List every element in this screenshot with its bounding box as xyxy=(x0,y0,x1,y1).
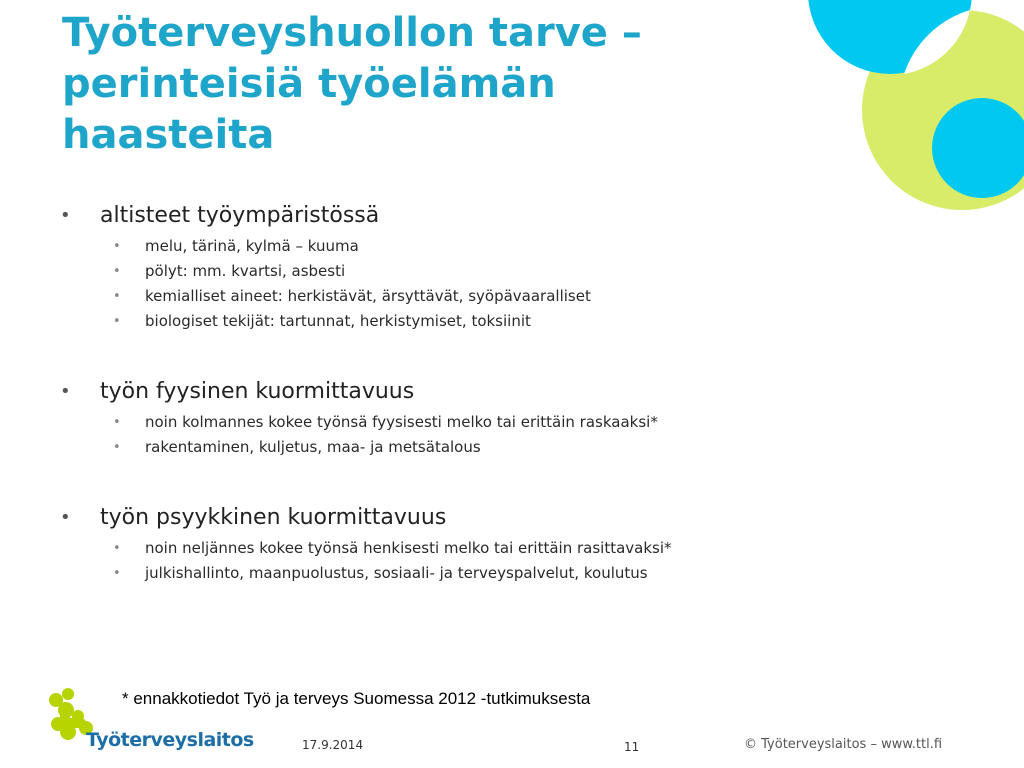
bullet-group-physical-load xyxy=(58,376,858,460)
page-number: 11 xyxy=(624,740,640,754)
decorative-circles xyxy=(784,0,1024,210)
sub-bullet-list xyxy=(58,410,858,460)
copyright-text: © Työterveyslaitos – www.ttl.fi xyxy=(744,737,943,752)
bullet-dot-icon: • xyxy=(60,205,71,226)
bullet-dot-icon: • xyxy=(113,314,121,329)
bullet-heading xyxy=(58,200,858,232)
bullet-heading xyxy=(58,502,858,534)
sub-bullet xyxy=(58,536,858,561)
slide-date: 17.9.2014 xyxy=(302,738,364,752)
sub-bullet-list xyxy=(58,234,858,334)
bullet-dot-icon: • xyxy=(113,415,121,430)
bullet-content xyxy=(58,200,858,628)
bullet-dot-icon: • xyxy=(113,264,121,279)
sub-bullet-text: kemialliset aineet: herkistävät, ärsyttävät, syöpävaaralliset xyxy=(145,287,591,305)
bullet-dot-icon: • xyxy=(113,289,121,304)
bullet-heading-text: altisteet työympäristössä xyxy=(100,203,380,228)
bullet-dot-icon: • xyxy=(60,507,71,528)
sub-bullet-text: julkishallinto, maanpuolustus, sosiaali- ja terveyspalvelut, koulutus xyxy=(145,564,648,582)
sub-bullet xyxy=(58,561,858,586)
bullet-heading-text: työn psyykkinen kuormittavuus xyxy=(100,505,447,530)
title-line-1: Työterveyshuollon tarve – xyxy=(62,10,642,56)
sub-bullet-text: melu, tärinä, kylmä – kuuma xyxy=(145,237,359,255)
sub-bullet-text: pölyt: mm. kvartsi, asbesti xyxy=(145,262,346,280)
sub-bullet xyxy=(58,259,858,284)
bullet-dot-icon: • xyxy=(113,566,121,581)
sub-bullet xyxy=(58,435,858,460)
bullet-group-mental-load xyxy=(58,502,858,586)
bullet-dot-icon: • xyxy=(113,239,121,254)
logo-text: Työterveyslaitos xyxy=(86,729,254,751)
sub-bullet-text: noin neljännes kokee työnsä henkisesti melko tai erittäin rasittavaksi* xyxy=(145,539,672,557)
sub-bullet xyxy=(58,309,858,334)
bullet-heading-text: työn fyysinen kuormittavuus xyxy=(100,379,415,404)
slide-title xyxy=(62,8,762,161)
sub-bullet xyxy=(58,284,858,309)
sub-bullet-text: rakentaminen, kuljetus, maa- ja metsätalous xyxy=(145,438,481,456)
sub-bullet xyxy=(58,410,858,435)
bullet-dot-icon: • xyxy=(60,381,71,402)
title-line-2: perinteisiä työelämän xyxy=(62,61,556,107)
sub-bullet-text: noin kolmannes kokee työnsä fyysisesti melko tai erittäin raskaaksi* xyxy=(145,413,658,431)
footnote: * ennakkotiedot Työ ja terveys Suomessa 2012 -tutkimuksesta xyxy=(122,689,591,708)
bullet-heading xyxy=(58,376,858,408)
bullet-group-exposures xyxy=(58,200,858,334)
bullet-dot-icon: • xyxy=(113,440,121,455)
title-line-3: haasteita xyxy=(62,112,275,158)
sub-bullet-text: biologiset tekijät: tartunnat, herkistymiset, toksiinit xyxy=(145,312,531,330)
sub-bullet xyxy=(58,234,858,259)
sub-bullet-list xyxy=(58,536,858,586)
bullet-dot-icon: • xyxy=(113,541,121,556)
